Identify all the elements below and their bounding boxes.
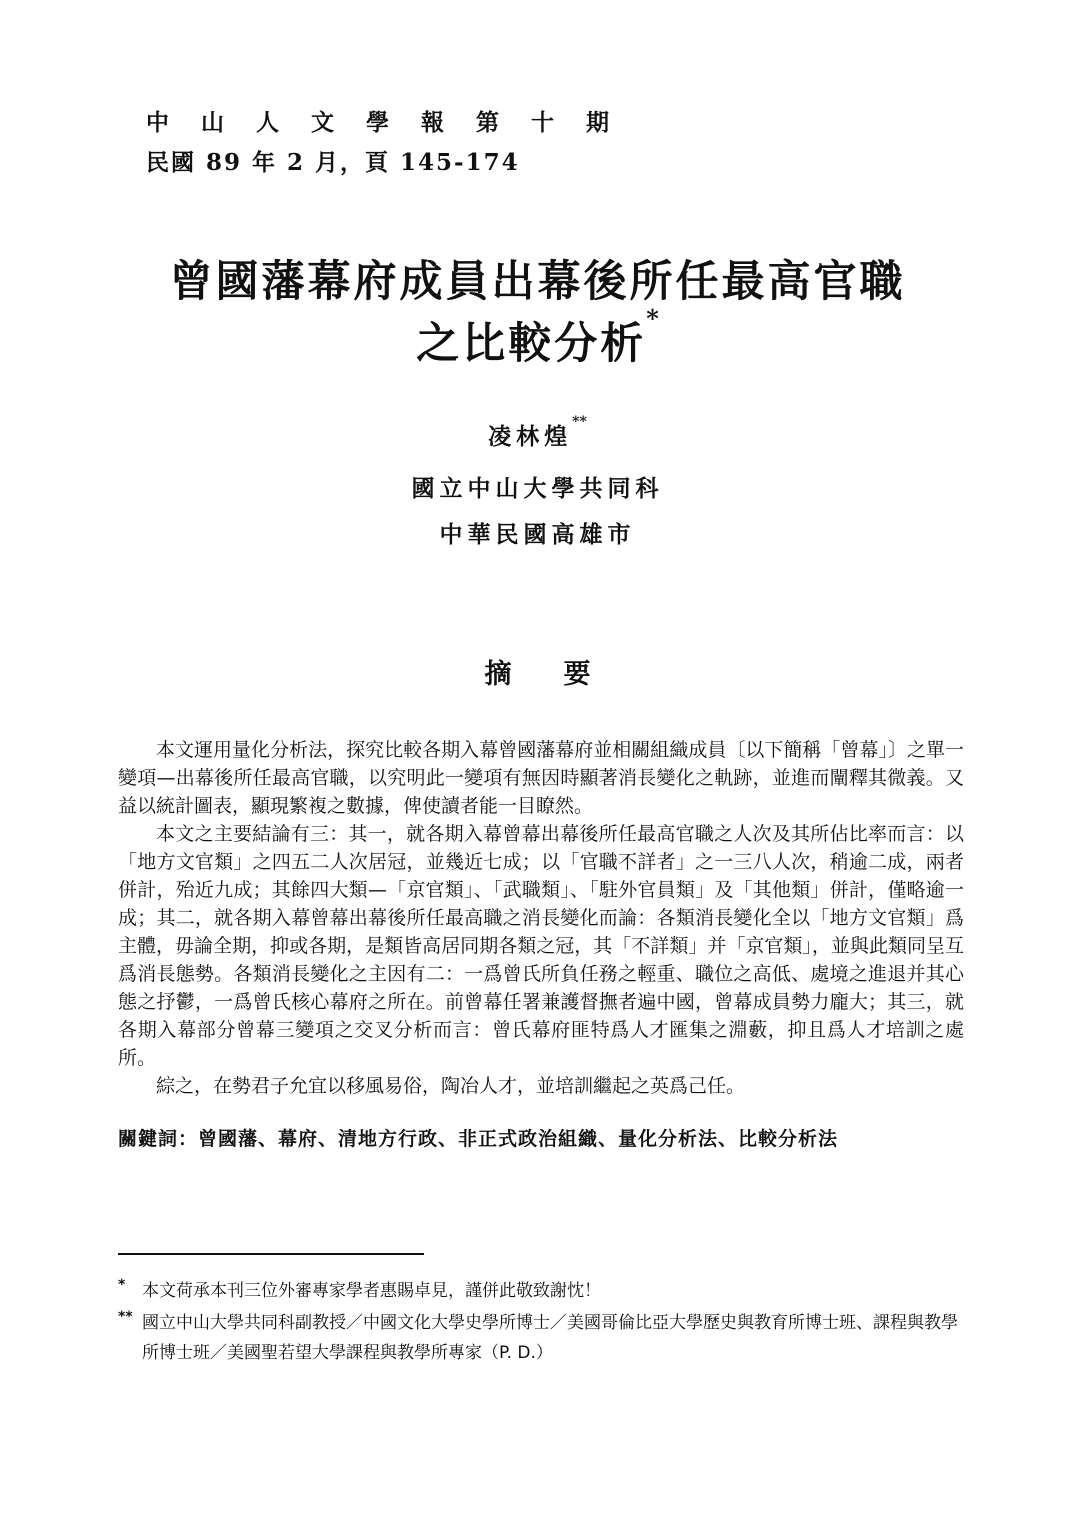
abstract-paragraph: 綜之，在勢君子允宜以移風易俗，陶冶人才，並培訓繼起之英爲己任。 [156,1075,746,1097]
title-footnote-marker: * [646,304,659,333]
paper-title-line-1: 曾國藩幕府成員出幕後所任最高官職 [169,257,906,307]
paper-title-line-2 [0,304,1075,371]
journal-issue-info: 民國 89 年 2 月，頁 145-174 [146,149,520,176]
footnote [118,1308,964,1368]
footnote-marker: * [118,1277,126,1293]
author-location: 中華民國高雄市 [439,521,636,548]
author-line [0,414,1075,451]
journal-name: 中 山 人 文 學 報 第 十 期 [146,109,622,136]
paper-title-text: 之比較分析 [416,319,647,369]
author-name: 凌林煌 [488,423,573,450]
abstract-body [118,736,964,1100]
author-affiliation: 國立中山大學共同科 [411,475,664,502]
footnote-text: 國立中山大學共同科副教授／中國文化大學史學所博士／美國哥倫比亞大學歷史與教育所博士班、課程與教學所博士班／美國聖若望大學課程與教學所專家（P. D.） [142,1313,958,1363]
abstract-paragraph: 本文之主要結論有三：其一，就各期入幕曾幕出幕後所任最高官職之人次及其所佔比率而言：以「地方文官類」之四五二人次居冠，並幾近七成；以「官職不詳者」之一三八人次，稍逾二成，兩者併計，殆近九成；其餘四大類—「京官類」、「武職類」、「駐外官員類」及「其他類」併計，僅略逾一成；其二，就各期入幕曾幕出幕後所任最高職之消長變化而論：各類消長變化全以「地方文官類」爲主體，毋論全期，抑或各期，是類皆高居同期各類之冠，其「不詳類」并「京官類」，並與此類同呈互爲消長態勢。各類消長變化之主因有二：一爲曾氏所負任務之輕重、職位之高低、處境之進退并其心態之抒鬱，一爲曾氏核心幕府之所在。前曾幕任署兼護督撫者遍中國，曾幕成員勢力龐大；其三，就各期入幕部分曾幕三變項之交叉分析而言：曾氏幕府匪特爲人才匯集之淵藪，抑且爲人才培訓之處所。 [118,823,964,1069]
footnote-marker: ** [118,1309,133,1325]
abstract-paragraph: 本文運用量化分析法，探究比較各期入幕曾國藩幕府並相關組織成員〔以下簡稱「曾幕」〕之單一變項—出幕後所任最高官職，以究明此一變項有無因時顯著消長變化之軌跡，並進而闡釋其微義。又益以統計圖表，顯現繁複之數據，俾使讀者能一目瞭然。 [118,739,964,817]
author-footnote-marker: ** [572,414,587,430]
footnote-divider [118,1253,424,1255]
keywords: 關鍵詞：曾國藩、幕府、清地方行政、非正式政治組織、量化分析法、比較分析法 [118,1128,839,1150]
footnotes [118,1276,964,1370]
footnote [118,1276,964,1306]
footnote-text: 本文荷承本刊三位外審專家學者惠賜卓見，謹併此敬致謝忱！ [142,1281,601,1301]
abstract-heading: 摘要 [484,659,643,690]
